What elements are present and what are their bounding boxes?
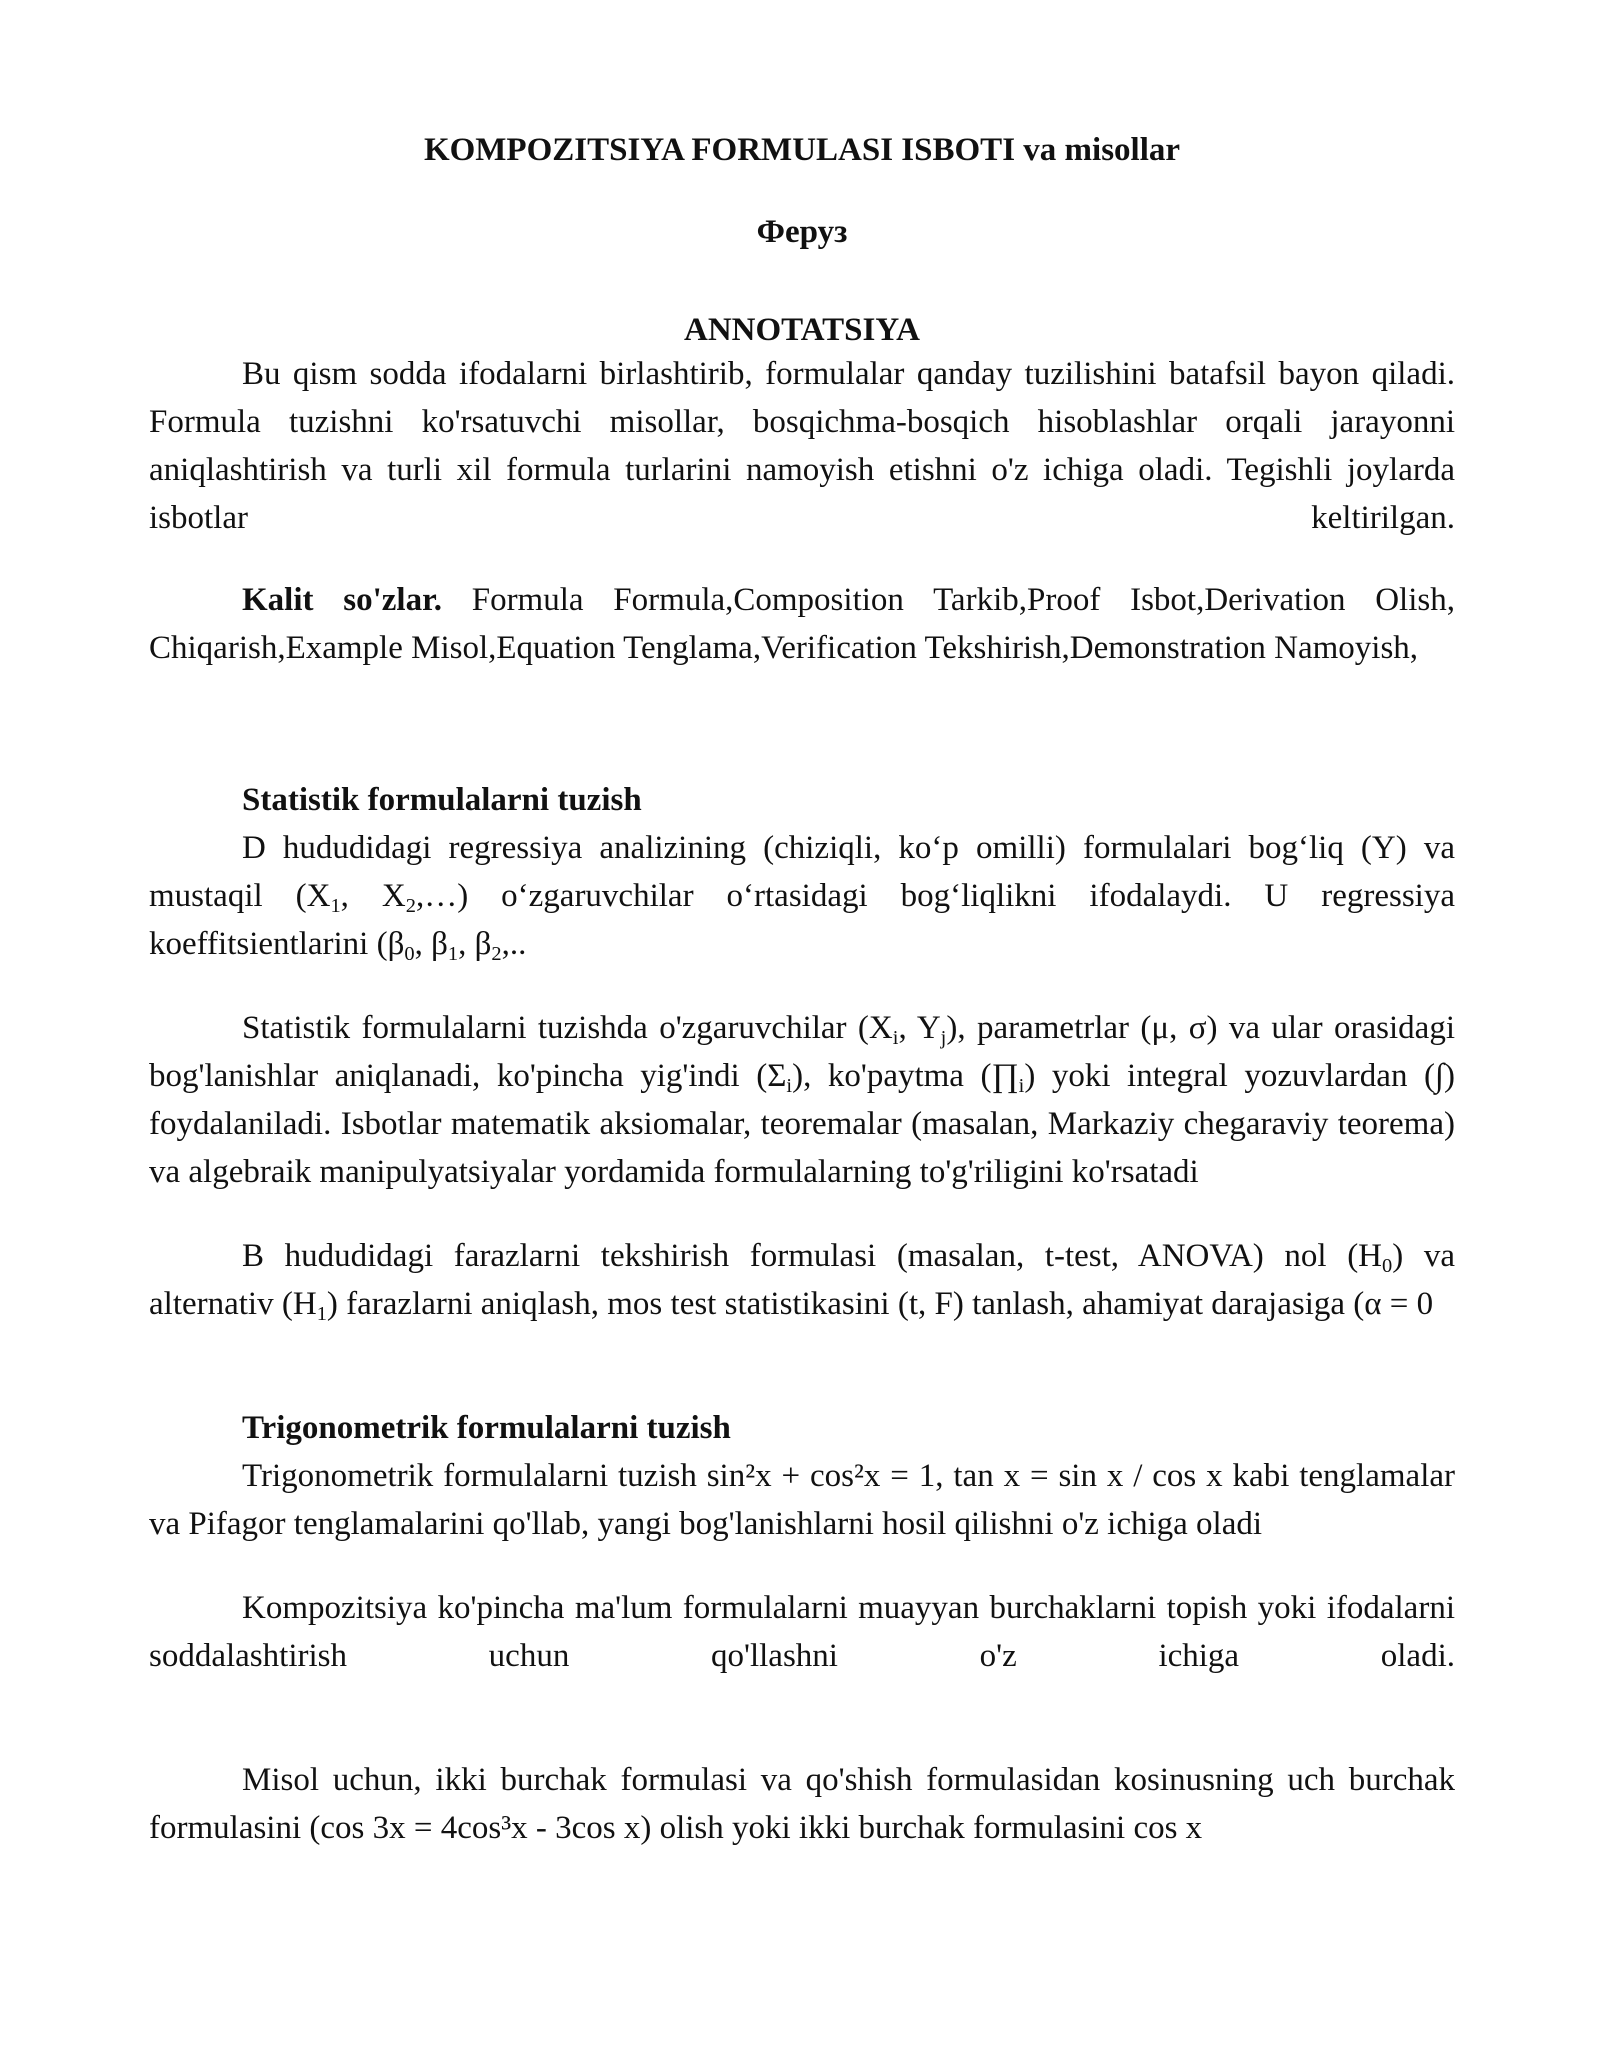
keywords-paragraph bbox=[149, 576, 1455, 672]
text-run: , β bbox=[414, 926, 448, 962]
subscript: 1 bbox=[330, 895, 341, 918]
author-name: Феруз bbox=[756, 214, 848, 250]
subscript: 1 bbox=[447, 943, 459, 966]
annotation-paragraph: Bu qism sodda ifodalarni birlashtirib, formulalar qanday tuzilishini batafsil bayon qiladi. Formula tuzishni ko'rsatuvchi misollar, bosqichma-bosqich hisoblashlar orqali jarayonni aniqlashtirish va turli xil formula turlarini namoyish etishni o'z ichiga oladi. Tegishli joylarda isbotlar keltirilgan. bbox=[149, 356, 1455, 536]
example-paragraph: Misol uchun, ikki burchak formulasi va qo'shish formulasidan kosinusning uch burchak formulasini (cos 3x = 4cos³x - 3cos x) olish yoki ikki burchak formulasini cos x bbox=[149, 1762, 1455, 1846]
subscript: i bbox=[892, 1027, 899, 1050]
hypothesis-testing-paragraph bbox=[149, 1232, 1455, 1328]
section-heading-trigonometry: Trigonometrik formulalarni tuzish bbox=[242, 1410, 731, 1446]
text-run: , β bbox=[458, 926, 492, 962]
text-run: ), parametrlar (μ, σ) va ular orasidagi bog'lanishlar aniqlanadi, ko'pincha yig'indi (Σ bbox=[149, 1010, 1455, 1094]
subscript: 2 bbox=[491, 943, 502, 966]
text-run: ,.. bbox=[501, 926, 527, 962]
subscript: 0 bbox=[404, 943, 415, 966]
composition-paragraph: Kompozitsiya ko'pincha ma'lum formulalarni muayyan burchaklarni topish yoki ifodalarni soddalashtirish uchun qo'llashni o'z ichiga oladi. bbox=[149, 1590, 1455, 1674]
subscript: i bbox=[1018, 1075, 1025, 1098]
text-run: ) farazlarni aniqlash, mos test statistikasini (t, F) tanlash, ahamiyat darajasiga (α = 0 bbox=[326, 1286, 1434, 1322]
section-heading-statistics: Statistik formulalarni tuzish bbox=[242, 782, 642, 818]
text-run: B hududidagi farazlarni tekshirish formulasi (masalan, t-test, ANOVA) nol (H bbox=[242, 1238, 1383, 1274]
text-run: ) yoki integral yozuvlardan (∫) foydalaniladi. Isbotlar matematik aksiomalar, teoremalar (masalan, Markaziy chegaraviy teorema) va algebraik manipulyatsiyalar yordamida formulalarning to'g'riligini ko'rsatadi bbox=[149, 1058, 1455, 1190]
text-run: ), ko'paytma (∏ bbox=[792, 1058, 1019, 1094]
keywords-text: Formula Formula,Composition Tarkib,Proof Isbot,Derivation Olish, Chiqarish,Example Misol,Equation Tenglama,Verification Tekshirish,Demonstration Namoyish, bbox=[149, 582, 1455, 666]
regression-paragraph bbox=[149, 824, 1455, 968]
annotation-heading: ANNOTATSIYA bbox=[684, 312, 920, 348]
document-page bbox=[149, 130, 1455, 1852]
subscript: 1 bbox=[316, 1303, 327, 1326]
text-run: D hududidagi regressiya analizining (chiziqli, ko‘p omilli) formulalari bog‘liq (Y) va mustaqil (X bbox=[149, 830, 1455, 914]
document-title: KOMPOZITSIYA FORMULASI ISBOTI va misollar bbox=[423, 132, 1181, 168]
keywords-label: Kalit so'zlar. bbox=[242, 582, 442, 618]
subscript: 0 bbox=[1382, 1255, 1393, 1278]
subscript: j bbox=[940, 1027, 947, 1050]
text-run: , Y bbox=[898, 1010, 941, 1046]
text-run: , X bbox=[340, 878, 406, 914]
text-run: ,…) o‘zgaruvchilar o‘rtasidagi bog‘liqlikni ifodalaydi. U regressiya koeffitsientlarini (β bbox=[149, 878, 1455, 962]
subscript: i bbox=[786, 1075, 793, 1098]
subscript: 2 bbox=[405, 895, 416, 918]
text-run: Statistik formulalarni tuzishda o'zgaruvchilar (X bbox=[242, 1010, 893, 1046]
trigonometry-paragraph: Trigonometrik formulalarni tuzish sin²x + cos²x = 1, tan x = sin x / cos x kabi tenglamalar va Pifagor tenglamalarini qo'llab, yangi bog'lanishlarni hosil qilishni o'z ichiga oladi bbox=[149, 1458, 1455, 1542]
statistics-formulas-paragraph bbox=[149, 1004, 1455, 1196]
text-run: ) va alternativ (H bbox=[149, 1238, 1456, 1322]
